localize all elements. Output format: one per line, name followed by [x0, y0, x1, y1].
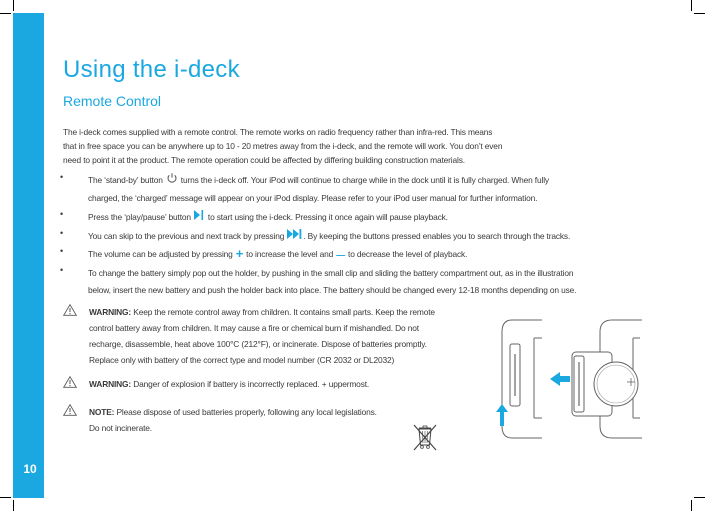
warning-label: WARNING:	[89, 307, 132, 317]
crop-mark	[694, 497, 705, 498]
warning-text: Danger of explosion if battery is incorrectly replaced. + uppermost.	[133, 379, 370, 389]
volume-text-middle: to increase the level and	[246, 249, 334, 259]
page-number: 10	[23, 462, 37, 476]
instruction-list	[60, 172, 660, 301]
standby-text-after: turns the i-deck off. Your iPod will continue to charge while in the dock until it is fully charged. When fully	[180, 175, 549, 186]
volume-plus-symbol: +	[235, 246, 244, 261]
warning-icon	[63, 304, 77, 318]
skip-text-after: . By keeping the buttons pressed enables you to search through the tracks.	[303, 231, 571, 241]
battery-compartment-illustration	[490, 318, 650, 448]
battery-text-line1: • To change the battery simply pop out the holder, by pushing in the small clip and sliding the battery compartment out, as in the illustration	[88, 268, 574, 278]
standby-text-before: The ‘stand-by’ button	[88, 175, 163, 186]
section-subtitle: Remote Control	[63, 93, 162, 109]
crossed-bin-icon	[410, 422, 440, 457]
crop-mark	[13, 500, 14, 511]
battery-text-line2: below, insert the new battery and push the holder back into place. The battery should be changed every 12-18 months depending on use.	[88, 285, 577, 295]
crop-mark	[13, 0, 14, 11]
intro-line: that in free space you can be anywhere up to 10 - 20 metres away from the i-deck, and the remote will work. You don’t even	[63, 141, 503, 151]
intro-paragraph	[63, 125, 502, 167]
volume-text-after: to decrease the level of playback.	[348, 249, 468, 259]
volume-text-before: The volume can be adjusted by pressing	[88, 249, 233, 259]
standby-text-line2: charged, the ‘charged’ message will appear on your iPod display. Please refer to your iPod user manual for further information.	[88, 193, 538, 203]
warning-text: control battery away from children. It may cause a fire or chemical burn if mishandled. Do not	[89, 323, 419, 333]
list-item-standby	[60, 172, 660, 209]
next-track-icon	[287, 228, 303, 245]
note-text: Please dispose of used batteries properly, following any local legislations.	[116, 407, 377, 417]
warning-label: WARNING:	[89, 379, 132, 389]
list-item-battery	[60, 265, 660, 301]
intro-line: need to point it at the product. The remote operation could be affected by differing building construction materials.	[63, 155, 465, 165]
intro-line: The i-deck comes supplied with a remote control. The remote works on radio frequency rather than infra-red. This means	[63, 127, 493, 137]
crop-mark	[694, 13, 705, 14]
play-text-before: Press the ‘play/pause’ button	[88, 212, 191, 222]
warning-text: Replace only with battery of the correct type and model number (CR 2032 or DL2032)	[89, 355, 395, 365]
page-title: Using the i-deck	[63, 56, 240, 83]
warning-text: Keep the remote control away from children. It contains small parts. Keep the remote	[133, 307, 435, 317]
crop-mark	[0, 13, 11, 14]
note-label: NOTE:	[89, 407, 115, 417]
crop-mark	[691, 0, 692, 11]
skip-text-before: You can skip to the previous and next track by pressing	[88, 231, 285, 241]
power-icon	[166, 172, 178, 190]
warning-text: recharge, disassemble, heat above 100°C (212°F), or incinerate. Dispose of batteries promptly.	[89, 339, 427, 349]
note-text: Do not incinerate.	[89, 423, 152, 433]
list-item-play	[60, 209, 660, 228]
play-pause-icon	[194, 209, 205, 226]
side-color-bar	[13, 13, 44, 498]
crop-mark	[691, 500, 692, 511]
crop-mark	[0, 497, 11, 498]
warning-icon	[63, 404, 77, 418]
list-item-skip	[60, 228, 660, 246]
warning-icon	[63, 376, 77, 390]
volume-minus-symbol: —	[336, 250, 346, 260]
list-item-volume	[60, 246, 660, 265]
play-text-after: to start using the i-deck. Pressing it once again will pause playback.	[207, 212, 448, 222]
